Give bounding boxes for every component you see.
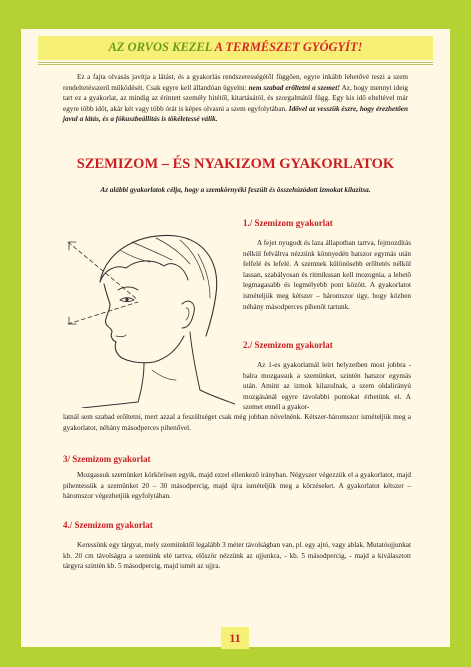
header-title-part1: AZ ORVOS KEZEL [108,40,215,54]
section-4-heading: 4./ Szemizom gyakorlat [63,520,153,530]
section-3-body: Mozgassuk szemünket körkörösen egyik, majd ezzel ellenkező irányban. Négyszer végezzük el a gyakorlatot, majd pihentessük a szemünket 20 – 30 másodpercig, majd újra ismételjük meg a körzéseket. A gyakorlatot kétszer – háromszor végezhetjük egyfolytában. [63,471,411,501]
page-number: 11 [229,631,241,645]
header-title [38,40,433,55]
main-title: SZEMIZOM – ÉS NYAKIZOM GYAKORLATOK [76,156,395,172]
page-number-badge [221,627,249,649]
subtitle: Az alábbi gyakorlatok célja, hogy a szemkörnyéki feszült és összehúzódott izmokat kilazítsa. [100,186,371,194]
header-rule-top [38,62,433,63]
intro-bold-2: Idővel az vesszük észre, hogy érezhetően javul a látás, és a fókuszbeállítás is tökéletessé válik. [63,104,408,124]
intro-text-1: Ez a fajta olvasás javítja a látást, és a gyakorlás rendszerességétől függően, egyre inkább lehetővé teszi a szem rendeltetésszerű működését. Csak egyre kell állandóan ügyelni: [63,73,408,92]
section-1-body: A fejet nyugodt és laza állapotban tartva, fejmozdítás nélkül felváltva nézzünk könnyedén hatszor egymás után felfelé és lefelé. A szemnek különösebb erőltetés nélkül lassan, szabályosan és ritmikusan kell mozognia, a lehető legmagasabb és legmélyebb pont között. A gyakorlatot ismételjük meg kétszer – háromszor úgy, hogy közben néhány másodperces pihenőt tartunk. [243,239,411,311]
intro-paragraph [63,72,408,125]
intro-text-2: Az, hogy mennyi ideig tart ez a gyakorlat, az mindig az érintett személy hitétől, kitartásától, és szorgalmától függ. Egy kis idő elteltével már egyre több időt, akár két vagy több órát is képes olvasni a szem egyfolytában. [63,83,408,113]
header-rule-bottom [38,64,433,65]
section-4-body: Keressünk egy tárgyat, mely szemünktől legalább 3 méter távolságban van, pl. egy ajtó, vagy ablak. Mutatóujjunkat kb. 20 cm távolságra a szemünk elé tartva, először nézzünk az ujjunkra, - kb. 5 másodpercig, - majd a kiválasztott tárgyra szintén kb. 5 másodpercig, majd ismét az ujjra. [63,541,411,571]
section-2-body-part2: latnál sem szabad erőltetni, mert azzal a feszültséget csak még jobban növelnénk. Kétszer-háromszor ismételjük meg a gyakorlatot, néhány másodperces pihenővel. [63,413,411,432]
header-title-part2: A TERMÉSZET GYÓGYÍT! [214,40,363,54]
face-exercise-illustration [60,220,235,408]
section-2-body-part1: Az 1-es gyakorlatnál leírt helyzetben most jobbra - balra mozgassuk a szemünket, szintén hatszor egymás után. Amint az izmok kilazulnak, a szem oldalirányú mozgásánál egyre távolabbi pontokat érhetünk el. A szemet ennél a gyakor- [243,361,411,412]
section-3-heading: 3/ Szemizom gyakorlat [63,454,151,464]
section-1-heading: 1./ Szemizom gyakorlat [243,218,333,228]
section-2-heading: 2./ Szemizom gyakorlat [243,340,333,350]
intro-bold-1: nem szabad erőltetni a szemet! [248,83,341,92]
header-banner [38,36,433,60]
